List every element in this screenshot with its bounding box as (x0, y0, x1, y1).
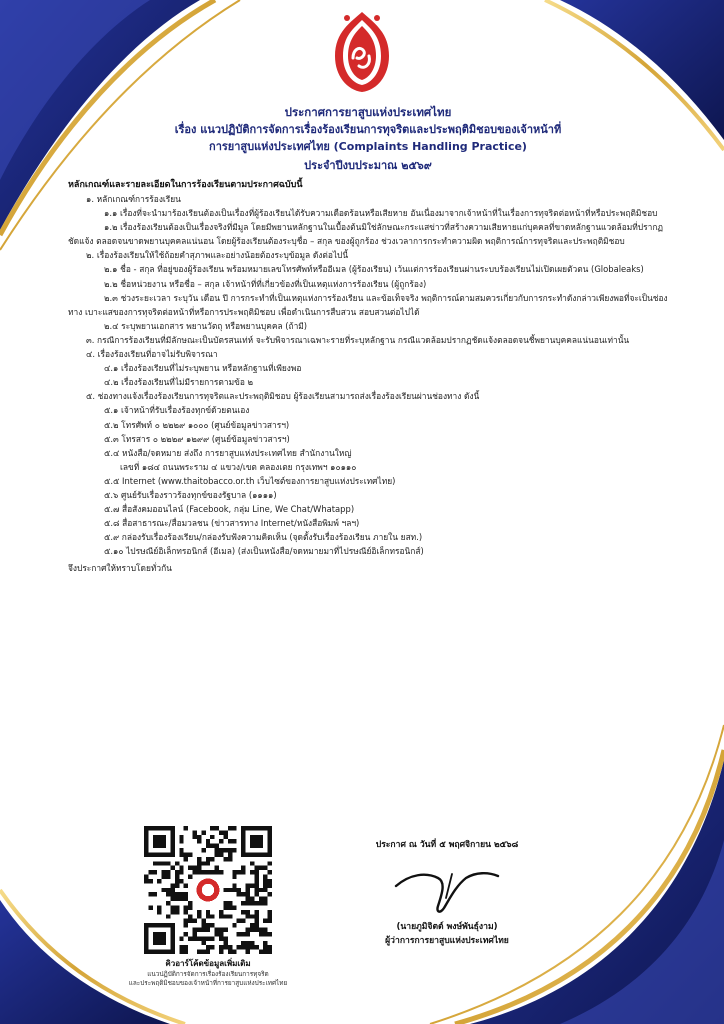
qr-code[interactable] (144, 826, 272, 954)
announcement-body (68, 192, 668, 558)
closing-statement: จึงประกาศให้ทราบโดยทั่วกัน (68, 563, 172, 574)
item-4: ๔. เรื่องร้องเรียนที่อาจไม่รับพิจารณา (86, 349, 218, 360)
item-3: ๓. กรณีการร้องเรียนที่มีลักษณะเป็นบัตรสนเท่ห์ จะรับพิจารณาเฉพาะรายที่ระบุหลักฐาน กรณีแวดล้อมปรากฏชัดแจ้งตลอดจนชี้พยานบุคคลแน่นอนเท่านั้น (86, 334, 630, 345)
item-2-1: ๒.๑ ชื่อ - สกุล ที่อยู่ของผู้ร้องเรียน พร้อมหมายเลขโทรศัพท์หรืออีเมล (ผู้ร้องเรียน) เว้นแต่การร้องเรียนผ่านระบบร้องเรียนไม่เปิดเผยตัวตน (Globaleaks) (104, 264, 644, 275)
subject-line-2: การยาสูบแห่งประเทศไทย (Complaints Handling Practice) (209, 140, 527, 153)
qr-subcaption-1: แนวปฏิบัติการจัดการเรื่องร้องเรียนการทุจริต (147, 970, 269, 978)
handwritten-signature (392, 864, 502, 916)
item-2-4: ๒.๔ ระบุพยานเอกสาร พยานวัตถุ หรือพยานบุคคล (ถ้ามี) (104, 320, 308, 331)
item-1-2: ๑.๒ เรื่องร้องเรียนต้องเป็นเรื่องจริงที่มีมูล โดยมีพยานหลักฐานในเบื้องต้นมิใช่ลักษณะกระแสข่าวที่สร้างความเสียหายแก่บุคคลที่ขาดหลักฐานแวดล้อมที่ปรากฏชัดแจ้ง ตลอดจนขาดพยานบุคคลแน่นอน โดยผู้ร้องเรียนต้องระบุชื่อ – สกุล ของผู้ถูกร้อง ช่วงเวลาการกระทำความผิด พฤติการณ์การทุจริตและประพฤติมิชอบ (68, 222, 664, 247)
announcement-content (68, 104, 668, 575)
item-2-3: ๒.๓ ช่วงระยะเวลา ระบุวัน เดือน ปี การกระทำที่เป็นเหตุแห่งการร้องเรียน และข้อเท็จจริง พฤติการณ์ตามสมควรเกี่ยวกับการกระทำดังกล่าวเพียงพอที่จะเป็นช่องทาง เบาะแสของการทุจริตต่อหน้าที่หรือการประพฤติมิชอบ เพื่อดำเนินการสืบสวน สอบสวนต่อไปได้ (68, 292, 668, 317)
item-5-9: ๕.๙ กล่องรับเรื่องร้องเรียน/กล่องรับฟังความคิดเห็น (จุดตั้งรับเรื่องร้องเรียน ภายใน ยสท.) (104, 532, 423, 543)
item-5-8: ๕.๘ สื่อสาธารณะ/สื่อมวลชน (ข่าวสารทาง Internet/หนังสือพิมพ์ ฯลฯ) (104, 518, 360, 529)
item-2-2: ๒.๒ ชื่อหน่วยงาน หรือชื่อ – สกุล เจ้าหน้าที่ที่เกี่ยวข้องที่เป็นเหตุแห่งการร้องเรียน (ผู้ถูกร้อง) (104, 278, 427, 289)
qr-block (128, 826, 288, 988)
item-4-1: ๔.๑ เรื่องร้องเรียนที่ไม่ระบุพยาน หรือหลักฐานที่เพียงพอ (104, 363, 302, 374)
fiscal-year: ประจำปีงบประมาณ ๒๕๖๙ (304, 159, 432, 172)
item-5-7: ๕.๗ สื่อสังคมออนไลน์ (Facebook, กลุ่ม Line, We Chat/Whatapp) (104, 504, 355, 515)
qr-caption: คิวอาร์โค้ดข้อมูลเพิ่มเติม (165, 959, 251, 968)
signature-block (322, 838, 572, 948)
item-5-4: ๕.๔ หนังสือ/จดหมาย ส่งถึง การยาสูบแห่งประเทศไทย สำนักงานใหญ่ (104, 447, 352, 458)
qr-subcaption-2: และประพฤติมิชอบของเจ้าหน้าที่การยาสูบแห่งประเทศไทย (128, 979, 288, 987)
tobacco-authority-logo (329, 10, 395, 94)
signatory-position: ผู้ว่าการการยาสูบแห่งประเทศไทย (385, 936, 509, 946)
item-5-6: ๕.๖ ศูนย์รับเรื่องราวร้องทุกข์ของรัฐบาล (๑๑๑๑) (104, 489, 277, 500)
title-block (68, 104, 668, 175)
announcement-title: ประกาศการยาสูบแห่งประเทศไทย (284, 105, 452, 119)
item-5-10: ๕.๑๐ ไปรษณีย์อิเล็กทรอนิกส์ (อีเมล) (ส่งเป็นหนังสือ/จดหมายมาที่ไปรษณีย์อิเล็กทรอนิกส์) (104, 546, 424, 557)
item-5-1: ๕.๑ เจ้าหน้าที่รับเรื่องร้องทุกข์ด้วยตนเอง (104, 405, 250, 416)
signatory-name: (นายภูมิจิตต์ พงษ์พันธุ์งาม) (396, 922, 498, 932)
item-4-2: ๔.๒ เรื่องร้องเรียนที่ไม่มีรายการตามข้อ ๒ (104, 377, 254, 388)
item-5-2: ๕.๒ โทรศัพท์ ๐ ๒๒๒๙ ๑๐๐๐ (ศูนย์ข้อมูลข่าวสารฯ) (104, 419, 290, 430)
subject-line-1: เรื่อง แนวปฏิบัติการจัดการเรื่องร้องเรียนการทุจริตและประพฤติมิชอบของเจ้าหน้าที่ (174, 123, 562, 136)
item-2: ๒. เรื่องร้องเรียนให้ใช้ถ้อยคำสุภาพและอย่างน้อยต้องระบุข้อมูล ดังต่อไปนี้ (86, 250, 349, 261)
item-5-3: ๕.๓ โทรสาร ๐ ๒๒๒๙ ๑๒๙๙ (ศูนย์ข้อมูลข่าวสารฯ) (104, 433, 290, 444)
item-5: ๕. ช่องทางแจ้งเรื่องร้องเรียนการทุจริตและประพฤติมิชอบ ผู้ร้องเรียนสามารถส่งเรื่องร้องเรียนผ่านช่องทาง ดังนี้ (86, 391, 480, 402)
item-1: ๑. หลักเกณฑ์การร้องเรียน (86, 194, 181, 204)
announcement-date: ประกาศ ณ วันที่ ๕ พฤศจิกายน ๒๕๖๘ (375, 840, 519, 850)
item-1-1: ๑.๑ เรื่องที่จะนำมาร้องเรียนต้องเป็นเรื่องที่ผู้ร้องเรียนได้รับความเดือดร้อนหรือเสียหาย อันเนื่องมาจากเจ้าหน้าที่ในเรื่องการทุจริตต่อหน้าที่หรือประพฤติมิชอบ (104, 208, 658, 219)
section-heading: หลักเกณฑ์และรายละเอียดในการร้องเรียนตามประกาศฉบับนี้ (68, 180, 303, 190)
item-5-4-address: เลขที่ ๑๘๔ ถนนพระราม ๔ แขวง/เขต คลองเตย กรุงเทพฯ ๑๐๑๑๐ (120, 461, 357, 472)
item-5-5: ๕.๕ Internet (www.thaitobacco.or.th เว็บไซต์ของการยาสูบแห่งประเทศไทย) (104, 475, 396, 486)
